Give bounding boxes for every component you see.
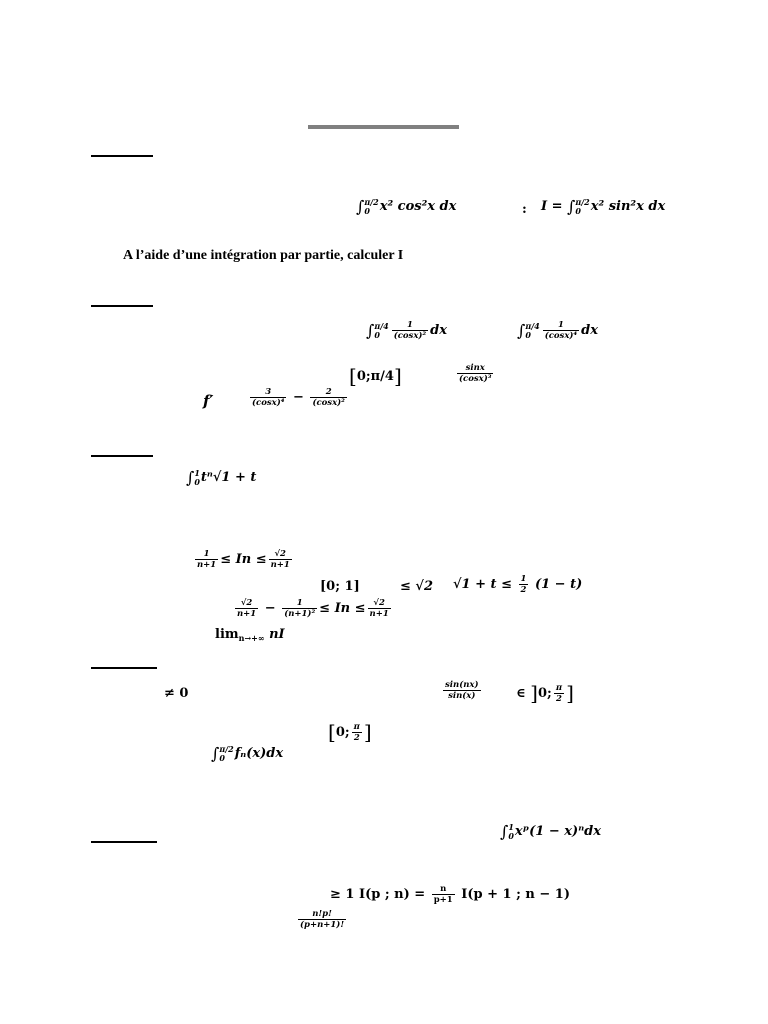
ex3-inequality-1: $\frac{1}{n+1}$ ≤ In ≤ $\frac{√2}{n+1}$ — [197, 549, 290, 570]
ex2-integral-2: ∫π/4 0 $\frac{1}{\text{(cosx)⁴}}$ dx — [517, 320, 598, 341]
ex3-sqrt-ineq: ≤ √2 — [400, 579, 434, 594]
integral-sign: ∫ — [356, 197, 365, 216]
ex5-integral: ∫1 0xᵖ(1 − x)ⁿdx — [500, 821, 601, 841]
limits: π/2 0 — [364, 196, 379, 216]
ex4-function: $\frac{\sin(nx)}{\sin(x)}$ — [445, 680, 479, 701]
ex3-interval: [0; 1] — [320, 579, 360, 594]
ex1-integral-j: ∫π/2 0 x² cos²x dx — [356, 196, 457, 216]
ex3-inequality-2: $\frac{√2}{n+1}$ − $\frac{1}{\text{(n+1)²}}$ ≤ In ≤ $\frac{√2}{n+1}$ — [237, 598, 389, 619]
ex3-integral: ∫1 0tⁿ√1 + t — [186, 467, 257, 487]
ex2-function: $\frac{\sin x}{\text{(cosx)³}}$ — [459, 363, 492, 384]
exercise-4-rule — [91, 667, 157, 669]
ex5-relation: ≥ 1 I(p ; n) = $\frac{n}{p+1}$ I(p + 1 ; n − 1) — [330, 884, 570, 905]
ex2-derivative: $\frac{3}{\text{(cosx)⁴}}$ − $\frac{2}{\text{(cosx)²}}$ — [252, 387, 345, 408]
ex1-colon: : — [522, 202, 527, 217]
ex4-integral: ∫π/2 0 fₙ(x)dx — [211, 743, 284, 763]
ex2-interval: [0;π/4] — [349, 364, 402, 388]
limits: π/2 0 — [575, 196, 590, 216]
ex2-integral-1: ∫π/4 0 $\frac{1}{\text{(cosx)²}}$ dx — [366, 320, 447, 341]
ex4-interval: [0; $\frac{\pi}{2}$ ] — [328, 720, 372, 744]
ex1-integral-i: I = ∫π/2 0 x² sin²x dx — [541, 196, 666, 216]
exercise-1-rule — [91, 155, 153, 157]
fraction: $\frac{1}{\text{(cosx)²}}$ — [393, 320, 427, 341]
ex1-instruction: A l’aide d’une intégration par partie, calculer I — [123, 248, 404, 263]
ex3-sqrt-bound: √1 + t ≤ $\frac{1}{2}$ (1 − t) — [453, 574, 583, 595]
ex5-result: $\frac{n!p!}{(p+n+1)!}$ — [300, 909, 345, 930]
exercise-3-rule — [91, 455, 153, 457]
exercise-2-rule — [91, 305, 153, 307]
fraction: $\frac{1}{\text{(cosx)⁴}}$ — [544, 320, 578, 341]
integral-sign: ∫ — [567, 197, 576, 216]
exercise-5-rule — [91, 841, 157, 843]
ex2-fprime: f′ — [203, 392, 214, 410]
ex4-neq: ≠ 0 — [164, 686, 189, 701]
ex4-domain: ∈ ]0; $\frac{\pi}{2}$ ] — [516, 681, 574, 705]
ex3-limit: $\lim_{n\to+\infty}$ nI — [215, 627, 285, 643]
title-bar — [308, 125, 459, 129]
